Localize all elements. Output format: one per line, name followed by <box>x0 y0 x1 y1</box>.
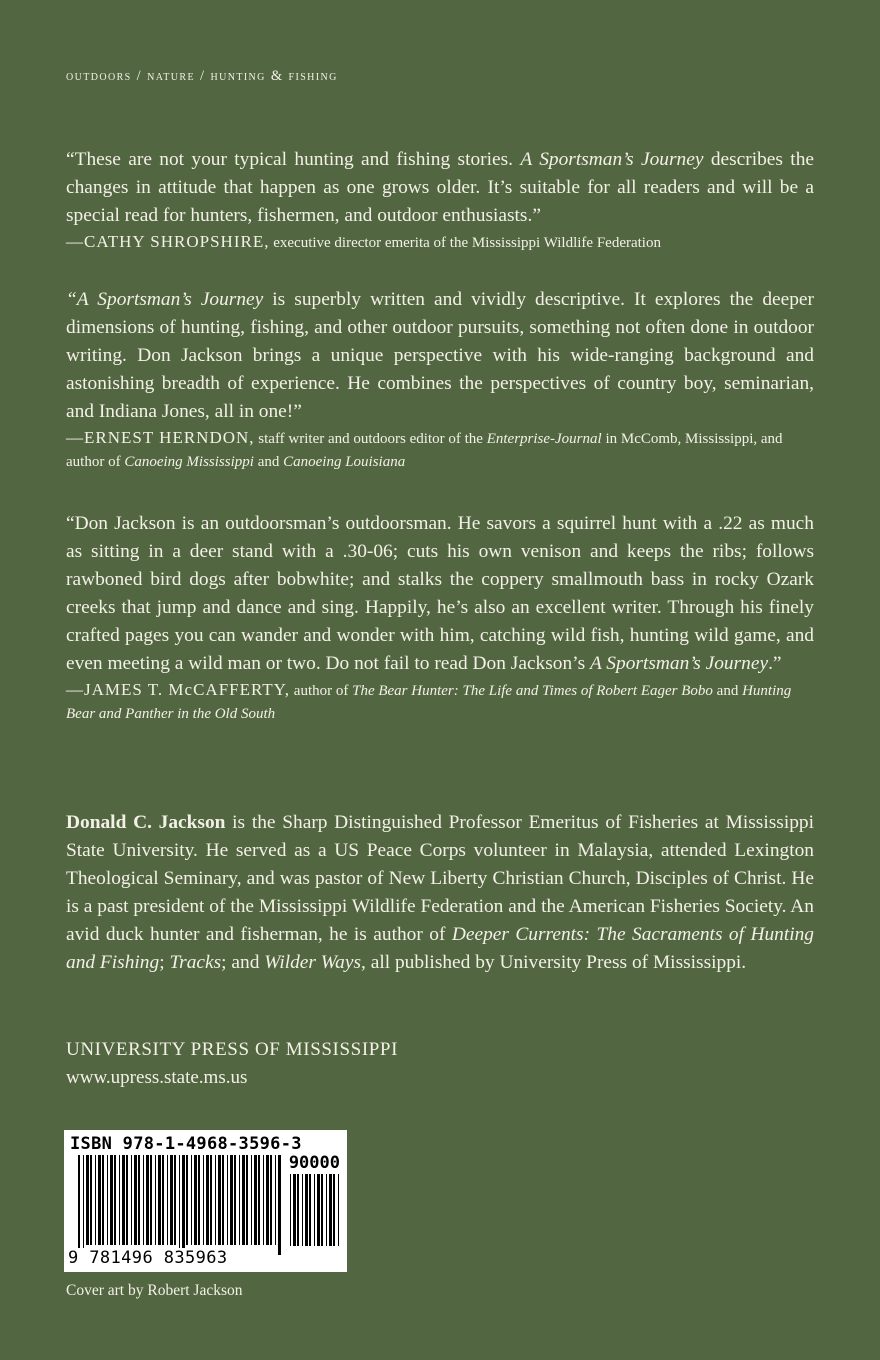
barcode-bar <box>218 1155 221 1245</box>
barcode-bar <box>138 1155 140 1245</box>
book-title: A Sportsman’s Journey <box>589 653 769 674</box>
barcode-bar <box>321 1174 323 1246</box>
barcode-bar <box>170 1155 173 1245</box>
price-code: 90000 <box>288 1153 340 1173</box>
barcode-bar <box>126 1155 128 1245</box>
publication-title: Enterprise-Journal <box>486 431 602 447</box>
barcode-bar <box>131 1155 132 1245</box>
barcode-bar <box>158 1155 161 1245</box>
barcode-bar <box>290 1174 291 1246</box>
barcode-bar <box>186 1155 188 1245</box>
blurb-text <box>66 146 814 230</box>
blurb-text-part: .” <box>768 653 782 674</box>
bio-text: is the Sharp Distinguished Professor Emeritus of Fisheries at Mississippi State University. He served as a US Peace Corps volunteer in Malaysia, attended Lexington Theological Seminary, and was pastor of New Liberty Christian Church, Disciples of Christ. He is a past president of the Mississippi Wildlife Federation and the American Fisheries Society. An avid duck hunter and fisherman, he is author of <box>66 812 814 945</box>
blurb-text-part: “Don Jackson is an outdoorsman’s outdoorsman. He savors a squirrel hunt with a .22 as much as sitting in a deer stand with a .30-06; cuts his own venison and keeps the ribs; follows rawboned bird dogs after bobwhite; and stalks the coppery smallmouth bass in rocky Ozark creeks that jump and dance and sing. Happily, he’s also an excellent writer. Through his finely crafted pages you can wander and wonder with him, catching wild fish, hunting wild game, and even meeting a wild man or two. Do not fail to read Don Jackson’s <box>66 513 814 674</box>
barcode-bar <box>297 1174 299 1246</box>
attribution-desc: in McComb, Mississippi, and author of <box>66 431 783 470</box>
blurb-text <box>66 286 814 426</box>
barcode-bar <box>122 1155 125 1245</box>
blurb-mccafferty <box>66 510 814 726</box>
bio-text: ; <box>159 952 170 973</box>
barcode-bar <box>174 1155 176 1245</box>
book-title: “A Sportsman’s Journey <box>66 289 264 310</box>
book-title: Hunting Bear and Panther in the Old South <box>66 683 792 722</box>
barcode-bar <box>254 1155 257 1245</box>
attribution-desc: and <box>253 454 284 470</box>
barcode-bar <box>198 1155 200 1245</box>
barcode-bar <box>242 1155 245 1245</box>
ean-bars <box>78 1155 282 1255</box>
barcode-bar <box>302 1174 303 1246</box>
barcode-bar <box>251 1155 252 1245</box>
barcode-bar <box>270 1155 272 1245</box>
book-title: Wilder Ways <box>264 952 362 973</box>
author-name: Donald C. Jackson <box>66 812 226 833</box>
author-bio <box>66 809 814 977</box>
cover-art-credit: Cover art by Robert Jackson <box>66 1282 243 1299</box>
book-title: Canoeing Mississippi <box>124 454 254 470</box>
barcode-bar <box>167 1155 168 1245</box>
barcode-bar <box>293 1174 296 1246</box>
price-bars <box>290 1174 340 1248</box>
publisher-url[interactable]: www.upress.state.ms.us <box>66 1067 248 1088</box>
barcode-bar <box>275 1155 276 1245</box>
barcode-bar <box>230 1155 233 1245</box>
barcode-bar <box>86 1155 89 1245</box>
barcode-bar <box>326 1174 327 1246</box>
publisher-name: UNIVERSITY PRESS OF MISSISSIPPI <box>66 1039 399 1060</box>
barcode-bar <box>146 1155 149 1245</box>
blurb-shropshire <box>66 146 814 255</box>
barcode-bar <box>107 1155 108 1245</box>
barcode-bar <box>155 1155 156 1245</box>
barcode-bar <box>119 1155 120 1245</box>
barcode-bar <box>234 1155 236 1245</box>
barcode-bar <box>95 1155 96 1245</box>
barcode-bar <box>305 1174 308 1246</box>
barcode-bar <box>102 1155 104 1245</box>
blurb-attribution <box>66 678 814 726</box>
bio-text: ; and <box>221 952 265 973</box>
attribution-desc: staff writer and outdoors editor of the <box>254 431 487 447</box>
barcode-bar <box>210 1155 212 1245</box>
barcode-bar <box>143 1155 144 1245</box>
barcode-bar <box>179 1155 180 1255</box>
attribution-desc: and <box>712 683 743 699</box>
barcode-bar <box>329 1174 332 1246</box>
attribution-name: —CATHY SHROPSHIRE, <box>66 232 270 251</box>
isbn-barcode <box>64 1130 347 1272</box>
barcode-bar <box>83 1155 84 1255</box>
barcode-bar <box>194 1155 197 1245</box>
barcode-bar <box>162 1155 164 1245</box>
book-title: A Sportsman’s Journey <box>520 149 704 170</box>
barcode-bar <box>203 1155 204 1245</box>
book-title: Tracks <box>169 952 222 973</box>
barcode-bar <box>114 1155 116 1245</box>
isbn-label: ISBN 978-1-4968-3596-3 <box>70 1134 302 1154</box>
barcode-bar <box>206 1155 209 1245</box>
blurb-text <box>66 510 814 678</box>
barcode-bar <box>317 1174 320 1246</box>
blurb-attribution <box>66 230 814 255</box>
ean-digits: 9 781496 835963 <box>68 1248 228 1268</box>
barcode-bar <box>278 1155 281 1255</box>
barcode-bar <box>182 1155 185 1255</box>
book-title: Deeper Currents: The Sacraments of Hunting and Fishing <box>66 924 815 973</box>
attribution-name: —ERNEST HERNDON, <box>66 428 255 447</box>
barcode-bar <box>338 1174 339 1246</box>
attribution-desc: executive director emerita of the Mississippi Wildlife Federation <box>269 235 661 251</box>
barcode-bar <box>227 1155 228 1245</box>
blurb-text-part: is superbly written and vividly descriptive. It explores the deeper dimensions of hunting, fishing, and other outdoor pursuits, something not often done in outdoor writing. Don Jackson brings a unique perspective with his wide-ranging background and astonishing breadth of experience. He combines the perspectives of country boy, seminarian, and Indiana Jones, all in one!” <box>66 289 814 422</box>
bio-text: , all published by University Press of Mississippi. <box>361 952 747 973</box>
barcode-bar <box>246 1155 248 1245</box>
publisher-block <box>66 1036 398 1092</box>
blurb-text-part: describes the changes in attitude that happen as one grows older. It’s suitable for all readers and will be a special read for hunters, fishermen, and outdoor enthusiasts.” <box>66 149 814 226</box>
book-title: The Bear Hunter: The Life and Times of Robert Eager Bobo <box>352 683 713 699</box>
barcode-bar <box>191 1155 192 1245</box>
genre-category: outdoors / nature / hunting & fishing <box>66 68 338 84</box>
barcode-bar <box>258 1155 260 1245</box>
barcode-bar <box>222 1155 224 1245</box>
barcode-bar <box>309 1174 311 1246</box>
blurb-herndon <box>66 286 814 474</box>
attribution-desc: author of <box>290 683 353 699</box>
barcode-bar <box>150 1155 152 1245</box>
barcode-bar <box>314 1174 315 1246</box>
barcode-bar <box>333 1174 335 1246</box>
barcode-bar <box>110 1155 113 1245</box>
barcode-bar <box>239 1155 240 1245</box>
book-title: Canoeing Louisiana <box>283 454 406 470</box>
blurb-attribution <box>66 426 814 474</box>
barcode-bar <box>263 1155 264 1245</box>
barcode-bar <box>134 1155 137 1245</box>
barcode-bar <box>90 1155 92 1245</box>
barcode-bar <box>78 1155 80 1255</box>
attribution-name: —JAMES T. McCAFFERTY, <box>66 680 291 699</box>
blurb-text-part: “These are not your typical hunting and fishing stories. <box>66 149 521 170</box>
barcode-bar <box>215 1155 216 1245</box>
barcode-bar <box>98 1155 101 1245</box>
barcode-bar <box>266 1155 269 1245</box>
